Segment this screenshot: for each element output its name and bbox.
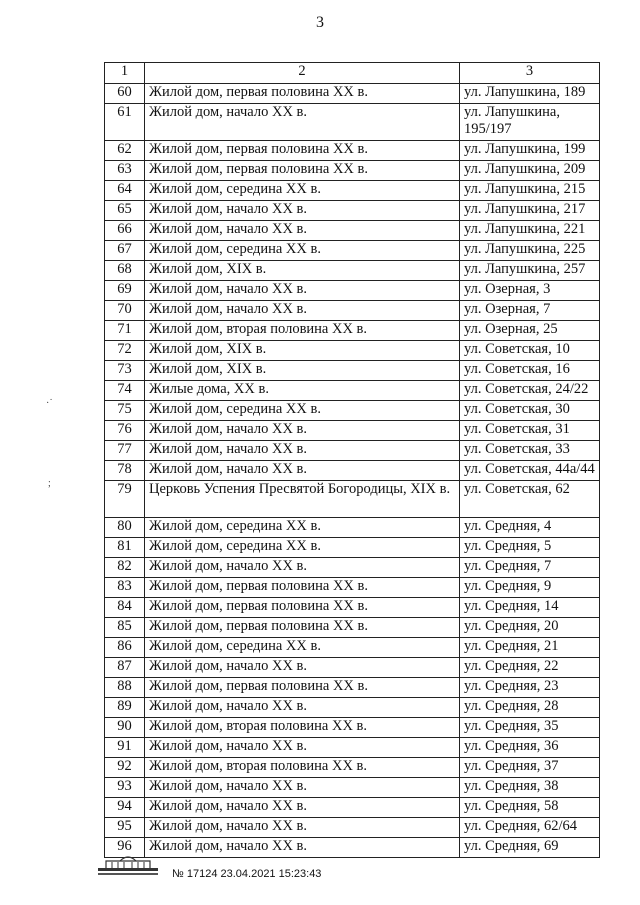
object-name: Жилой дом, XIX в. [145, 361, 460, 381]
heritage-objects-table [104, 62, 600, 858]
object-address: ул. Средняя, 38 [460, 778, 600, 798]
object-name: Жилой дом, середина XX в. [145, 241, 460, 261]
row-number: 72 [105, 341, 145, 361]
object-address: ул. Лапушкина, 257 [460, 261, 600, 281]
object-name: Жилой дом, начало XX в. [145, 798, 460, 818]
table-row [105, 598, 600, 618]
row-number: 62 [105, 141, 145, 161]
document-registration-code: № 17124 23.04.2021 15:23:43 [172, 868, 322, 880]
row-number: 65 [105, 201, 145, 221]
object-address: ул. Средняя, 7 [460, 558, 600, 578]
object-address: ул. Средняя, 23 [460, 678, 600, 698]
table-row [105, 321, 600, 341]
object-name: Жилой дом, первая половина XX в. [145, 598, 460, 618]
object-name: Жилой дом, вторая половина XX в. [145, 321, 460, 341]
table-row [105, 401, 600, 421]
table-row [105, 201, 600, 221]
table-row [105, 441, 600, 461]
row-number: 63 [105, 161, 145, 181]
object-name: Жилой дом, начало XX в. [145, 738, 460, 758]
object-name: Жилой дом, начало XX в. [145, 658, 460, 678]
table-row [105, 141, 600, 161]
table-row [105, 361, 600, 381]
table-row [105, 104, 600, 141]
object-address: ул. Средняя, 37 [460, 758, 600, 778]
row-number: 69 [105, 281, 145, 301]
page-number: 3 [316, 14, 324, 31]
object-name: Жилой дом, начало XX в. [145, 558, 460, 578]
table-row [105, 658, 600, 678]
object-address: ул. Советская, 44а/44 [460, 461, 600, 481]
header-col-3: 3 [460, 63, 600, 84]
object-name: Жилой дом, начало XX в. [145, 441, 460, 461]
row-number: 96 [105, 838, 145, 858]
row-number: 92 [105, 758, 145, 778]
row-number: 87 [105, 658, 145, 678]
row-number: 90 [105, 718, 145, 738]
object-address: ул. Средняя, 35 [460, 718, 600, 738]
row-number: 86 [105, 638, 145, 658]
object-address: ул. Лапушкина, 209 [460, 161, 600, 181]
table-row [105, 578, 600, 598]
object-address: ул. Лапушкина, 215 [460, 181, 600, 201]
row-number: 84 [105, 598, 145, 618]
object-address: ул. Средняя, 62/64 [460, 818, 600, 838]
table-row [105, 738, 600, 758]
object-name: Жилой дом, начало XX в. [145, 461, 460, 481]
table-row [105, 221, 600, 241]
object-name: Жилой дом, начало XX в. [145, 301, 460, 321]
object-address: ул. Средняя, 21 [460, 638, 600, 658]
row-number: 60 [105, 84, 145, 104]
table-row [105, 84, 600, 104]
table-row [105, 818, 600, 838]
table-row [105, 718, 600, 738]
object-name: Жилой дом, вторая половина XX в. [145, 718, 460, 738]
object-address: ул. Озерная, 3 [460, 281, 600, 301]
object-address: ул. Средняя, 58 [460, 798, 600, 818]
row-number: 85 [105, 618, 145, 638]
object-name: Жилой дом, середина XX в. [145, 181, 460, 201]
row-number: 73 [105, 361, 145, 381]
row-number: 74 [105, 381, 145, 401]
row-number: 95 [105, 818, 145, 838]
object-address: ул. Советская, 31 [460, 421, 600, 441]
table-row [105, 638, 600, 658]
object-address: ул. Лапушкина, 221 [460, 221, 600, 241]
table-row [105, 838, 600, 858]
object-name: Жилой дом, первая половина XX в. [145, 84, 460, 104]
table-row [105, 461, 600, 481]
row-number: 94 [105, 798, 145, 818]
object-address: ул. Советская, 30 [460, 401, 600, 421]
row-number: 67 [105, 241, 145, 261]
table-row [105, 381, 600, 401]
object-name: Жилой дом, начало XX в. [145, 698, 460, 718]
table-row [105, 558, 600, 578]
table-row [105, 698, 600, 718]
row-number: 71 [105, 321, 145, 341]
row-number: 83 [105, 578, 145, 598]
table-row [105, 161, 600, 181]
table-row [105, 618, 600, 638]
row-number: 64 [105, 181, 145, 201]
object-name: Жилой дом, первая половина XX в. [145, 618, 460, 638]
row-number: 70 [105, 301, 145, 321]
object-address: ул. Озерная, 7 [460, 301, 600, 321]
table-row [105, 281, 600, 301]
object-address: ул. Советская, 33 [460, 441, 600, 461]
row-number: 91 [105, 738, 145, 758]
table-row [105, 758, 600, 778]
row-number: 77 [105, 441, 145, 461]
row-number: 80 [105, 518, 145, 538]
row-number: 88 [105, 678, 145, 698]
table-row [105, 341, 600, 361]
object-address: ул. Лапушкина, 195/197 [460, 104, 600, 141]
object-name: Жилой дом, начало XX в. [145, 421, 460, 441]
object-name: Церковь Успения Пресвятой Богородицы, XIX в. [145, 481, 460, 518]
row-number: 81 [105, 538, 145, 558]
object-address: ул. Лапушкина, 199 [460, 141, 600, 161]
object-address: ул. Средняя, 22 [460, 658, 600, 678]
row-number: 68 [105, 261, 145, 281]
header-col-2: 2 [145, 63, 460, 84]
scan-speck: ·˙ [46, 398, 53, 409]
table-row [105, 798, 600, 818]
table-row [105, 301, 600, 321]
object-name: Жилой дом, вторая половина XX в. [145, 758, 460, 778]
row-number: 78 [105, 461, 145, 481]
object-name: Жилой дом, XIX в. [145, 261, 460, 281]
row-number: 76 [105, 421, 145, 441]
object-name: Жилой дом, первая половина XX в. [145, 578, 460, 598]
object-name: Жилой дом, первая половина XX в. [145, 161, 460, 181]
object-address: ул. Средняя, 36 [460, 738, 600, 758]
table-row [105, 518, 600, 538]
object-address: ул. Средняя, 14 [460, 598, 600, 618]
object-name: Жилой дом, XIX в. [145, 341, 460, 361]
object-address: ул. Советская, 62 [460, 481, 600, 518]
table-row [105, 778, 600, 798]
object-address: ул. Средняя, 20 [460, 618, 600, 638]
header-col-1: 1 [105, 63, 145, 84]
object-name: Жилой дом, начало XX в. [145, 281, 460, 301]
table-row [105, 481, 600, 518]
object-name: Жилой дом, начало XX в. [145, 818, 460, 838]
object-name: Жилой дом, первая половина XX в. [145, 678, 460, 698]
scan-speck: ; [48, 478, 51, 489]
object-name: Жилой дом, начало XX в. [145, 104, 460, 141]
emblem-stamp-icon [96, 852, 160, 878]
object-name: Жилой дом, начало XX в. [145, 201, 460, 221]
object-address: ул. Лапушкина, 225 [460, 241, 600, 261]
table-row [105, 261, 600, 281]
row-number: 93 [105, 778, 145, 798]
object-address: ул. Лапушкина, 189 [460, 84, 600, 104]
object-name: Жилой дом, начало XX в. [145, 221, 460, 241]
object-name: Жилой дом, середина XX в. [145, 401, 460, 421]
row-number: 82 [105, 558, 145, 578]
object-name: Жилой дом, начало XX в. [145, 778, 460, 798]
object-address: ул. Советская, 10 [460, 341, 600, 361]
table-row [105, 181, 600, 201]
object-address: ул. Средняя, 28 [460, 698, 600, 718]
object-address: ул. Средняя, 5 [460, 538, 600, 558]
object-name: Жилой дом, первая половина XX в. [145, 141, 460, 161]
row-number: 66 [105, 221, 145, 241]
object-address: ул. Средняя, 9 [460, 578, 600, 598]
object-address: ул. Средняя, 69 [460, 838, 600, 858]
object-address: ул. Озерная, 25 [460, 321, 600, 341]
table-row [105, 421, 600, 441]
row-number: 75 [105, 401, 145, 421]
object-name: Жилой дом, середина XX в. [145, 538, 460, 558]
object-name: Жилой дом, середина XX в. [145, 638, 460, 658]
row-number: 79 [105, 481, 145, 518]
object-address: ул. Советская, 24/22 [460, 381, 600, 401]
object-address: ул. Советская, 16 [460, 361, 600, 381]
row-number: 89 [105, 698, 145, 718]
table-row [105, 538, 600, 558]
table-row [105, 678, 600, 698]
table-row [105, 241, 600, 261]
table-header-row [105, 63, 600, 84]
object-name: Жилые дома, XX в. [145, 381, 460, 401]
row-number: 61 [105, 104, 145, 141]
object-name: Жилой дом, середина XX в. [145, 518, 460, 538]
object-address: ул. Лапушкина, 217 [460, 201, 600, 221]
object-address: ул. Средняя, 4 [460, 518, 600, 538]
object-name: Жилой дом, начало XX в. [145, 838, 460, 858]
